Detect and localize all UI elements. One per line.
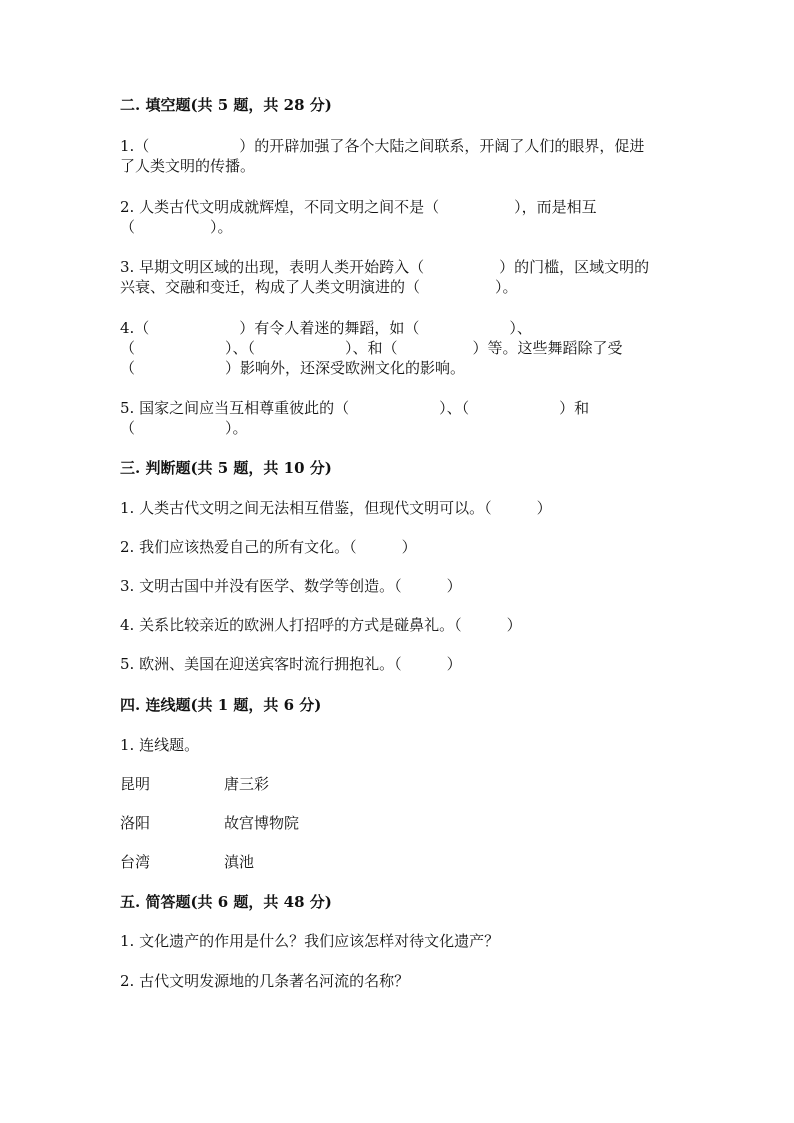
fill-blank-q1-line1: 1.（ ）的开辟加强了各个大陆之间联系，开阔了人们的眼界，促进: [120, 137, 645, 155]
fill-blank-q2-line1: 2. 人类古代文明成就辉煌，不同文明之间不是（ ），而是相互: [120, 198, 597, 216]
fill-blank-q4-line1: 4.（ ）有令人着迷的舞蹈，如（ ）、: [120, 319, 532, 337]
fill-blank-q4-line2: （ ）、（ ）、和（ ）等。这些舞蹈除了受: [120, 339, 623, 357]
matching-q1: 1. 连线题。: [120, 736, 200, 754]
true-false-q5: 5. 欧洲、美国在迎送宾客时流行拥抱礼。（ ）: [120, 655, 462, 673]
fill-blank-section-title: 二. 填空题(共 5 题，共 28 分): [120, 96, 332, 114]
true-false-q4: 4. 关系比较亲近的欧洲人打招呼的方式是碰鼻礼。（ ）: [120, 616, 522, 634]
short-answer-section-title: 五. 简答题(共 6 题，共 48 分): [120, 893, 332, 911]
matching-right-item-3: 滇池: [224, 853, 255, 871]
fill-blank-q3-line1: 3. 早期文明区域的出现，表明人类开始跨入（ ）的门槛，区域文明的: [120, 258, 650, 276]
fill-blank-q3-line2: 兴衰、交融和变迁，构成了人类文明演进的（ ）。: [120, 278, 518, 296]
fill-blank-q1-line2: 了人类文明的传播。: [120, 157, 256, 175]
true-false-q1: 1. 人类古代文明之间无法相互借鉴，但现代文明可以。（ ）: [120, 499, 552, 517]
fill-blank-q5-line2: （ ）。: [120, 419, 248, 437]
matching-left-item-2: 洛阳: [120, 814, 151, 832]
short-answer-q2: 2. 古代文明发源地的几条著名河流的名称？: [120, 972, 410, 990]
short-answer-q1: 1. 文化遗产的作用是什么？我们应该怎样对待文化遗产？: [120, 932, 500, 950]
true-false-q2: 2. 我们应该热爱自己的所有文化。（ ）: [120, 538, 417, 556]
fill-blank-q5-line1: 5. 国家之间应当互相尊重彼此的（ ）、（ ）和: [120, 399, 590, 417]
matching-left-item-1: 昆明: [120, 775, 151, 793]
true-false-section-title: 三. 判断题(共 5 题，共 10 分): [120, 459, 332, 477]
matching-section-title: 四. 连线题(共 1 题，共 6 分): [120, 696, 322, 714]
matching-right-item-1: 唐三彩: [224, 775, 270, 793]
true-false-q3: 3. 文明古国中并没有医学、数学等创造。（ ）: [120, 577, 462, 595]
matching-right-item-2: 故宫博物院: [224, 814, 300, 832]
fill-blank-q4-line3: （ ）影响外，还深受欧洲文化的影响。: [120, 359, 466, 377]
matching-left-item-3: 台湾: [120, 853, 151, 871]
fill-blank-q2-line2: （ ）。: [120, 218, 233, 236]
